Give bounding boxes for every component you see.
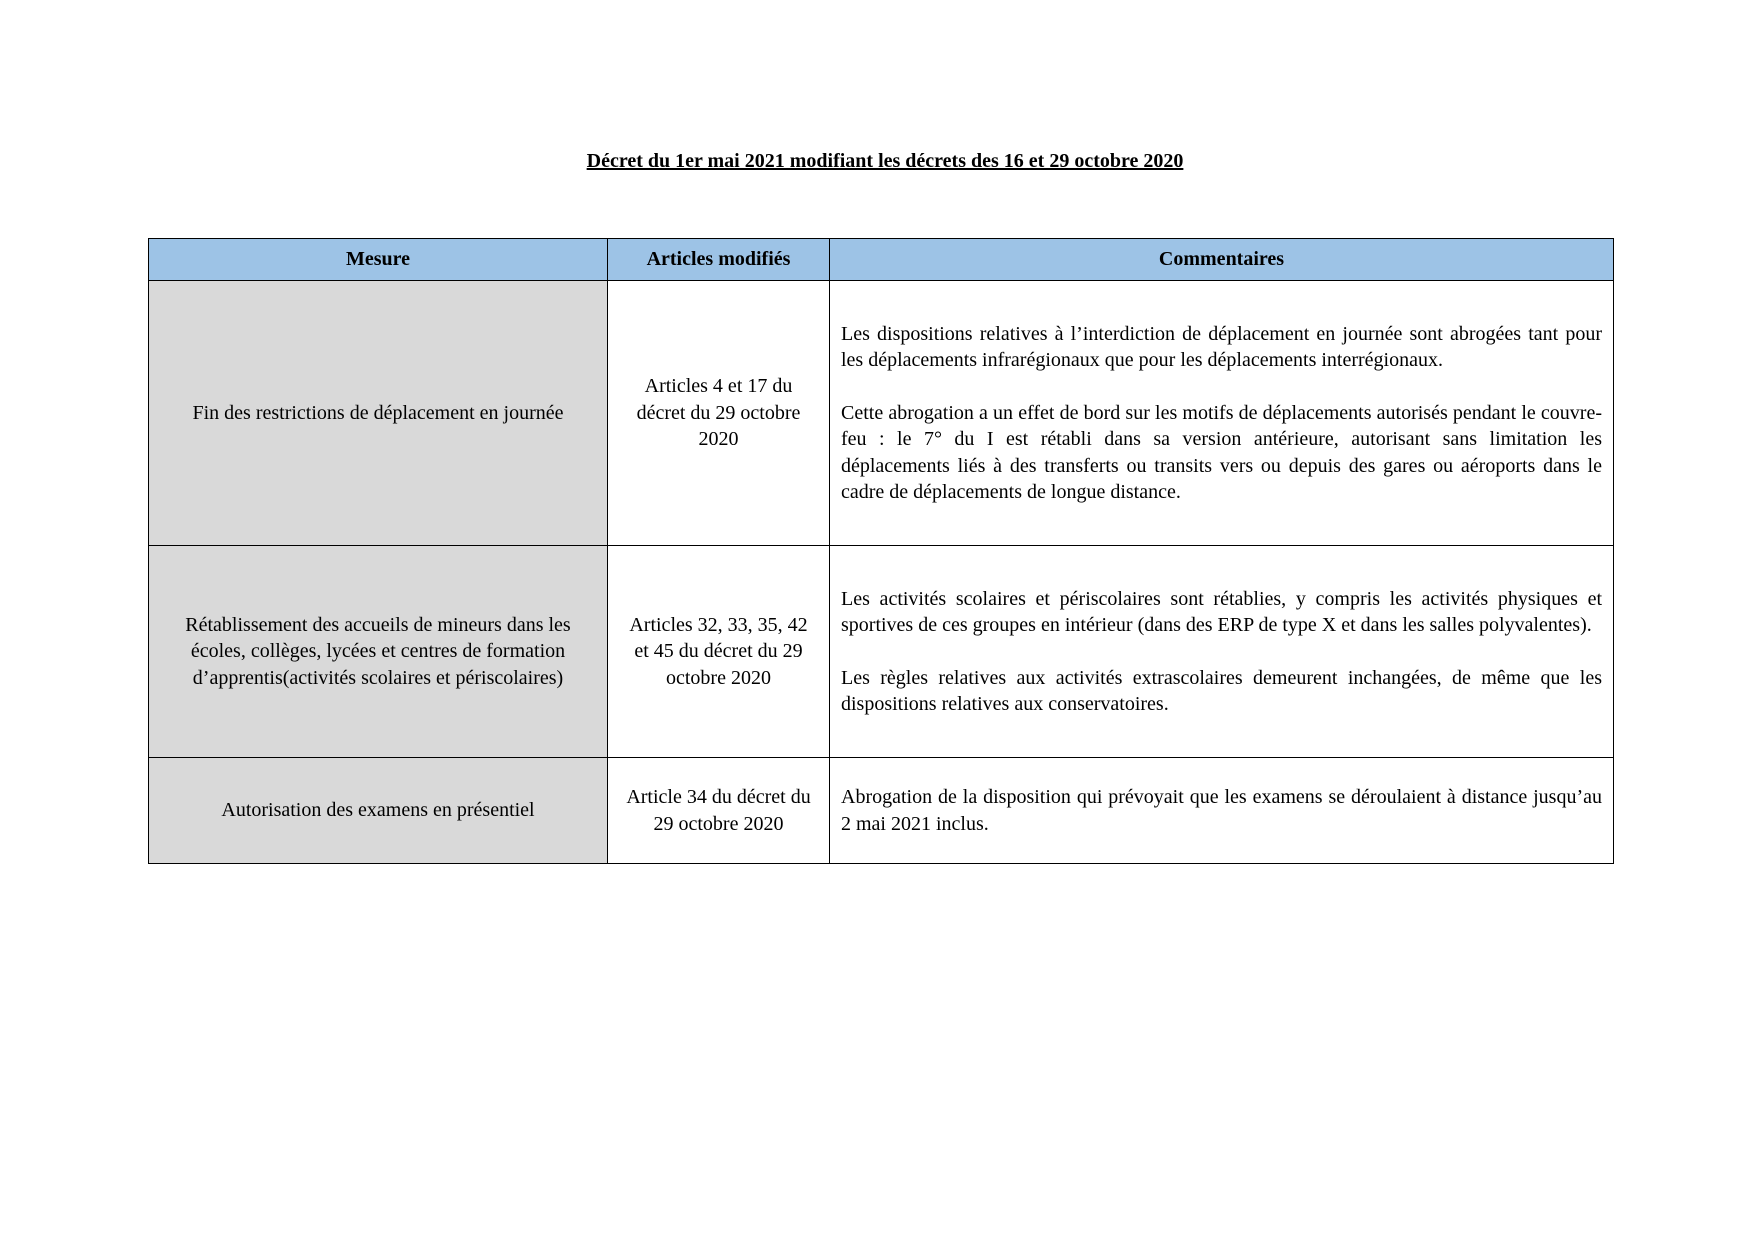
table-header-row xyxy=(149,239,1614,281)
measures-table xyxy=(148,238,1614,864)
commentaires-cell xyxy=(830,546,1614,758)
header-articles: Articles modifiés xyxy=(608,239,830,281)
table-row xyxy=(149,758,1614,864)
articles-cell: Articles 4 et 17 du décret du 29 octobre 2020 xyxy=(608,281,830,546)
mesure-cell: Fin des restrictions de déplacement en journée xyxy=(149,281,608,546)
mesure-cell: Rétablissement des accueils de mineurs dans les écoles, collèges, lycées et centres de formation d’apprentis(activités scolaires et périscolaires) xyxy=(149,546,608,758)
comment-paragraph: Les activités scolaires et périscolaires sont rétablies, y compris les activités physiques et sportives de ces groupes en intérieur (dans des ERP de type X et dans les salles polyvalentes). xyxy=(841,587,1602,636)
commentaires-cell xyxy=(830,281,1614,546)
comment-paragraph: Les dispositions relatives à l’interdiction de déplacement en journée sont abrogées tant pour les déplacements infrarégionaux que pour les déplacements interrégionaux. xyxy=(841,322,1602,371)
commentaires-cell xyxy=(830,758,1614,864)
table-row xyxy=(149,546,1614,758)
header-commentaires: Commentaires xyxy=(830,239,1614,281)
header-mesure: Mesure xyxy=(149,239,608,281)
table-row xyxy=(149,281,1614,546)
mesure-cell: Autorisation des examens en présentiel xyxy=(149,758,608,864)
comment-paragraph: Les règles relatives aux activités extrascolaires demeurent inchangées, de même que les dispositions relatives aux conservatoires. xyxy=(841,666,1602,715)
articles-cell: Articles 32, 33, 35, 42 et 45 du décret du 29 octobre 2020 xyxy=(608,546,830,758)
document-title: Décret du 1er mai 2021 modifiant les décrets des 16 et 29 octobre 2020 xyxy=(586,150,1184,172)
comment-paragraph: Cette abrogation a un effet de bord sur les motifs de déplacements autorisés pendant le couvre-feu : le 7° du I est rétabli dans sa version antérieure, autorisant sans limitation les déplacements liés à des transferts ou transits vers ou depuis des gares ou aéroports dans le cadre de déplacements de longue distance. xyxy=(841,401,1602,503)
comment-paragraph: Abrogation de la disposition qui prévoyait que les examens se déroulaient à distance jusqu’au 2 mai 2021 inclus. xyxy=(841,786,1602,835)
articles-cell: Article 34 du décret du 29 octobre 2020 xyxy=(608,758,830,864)
